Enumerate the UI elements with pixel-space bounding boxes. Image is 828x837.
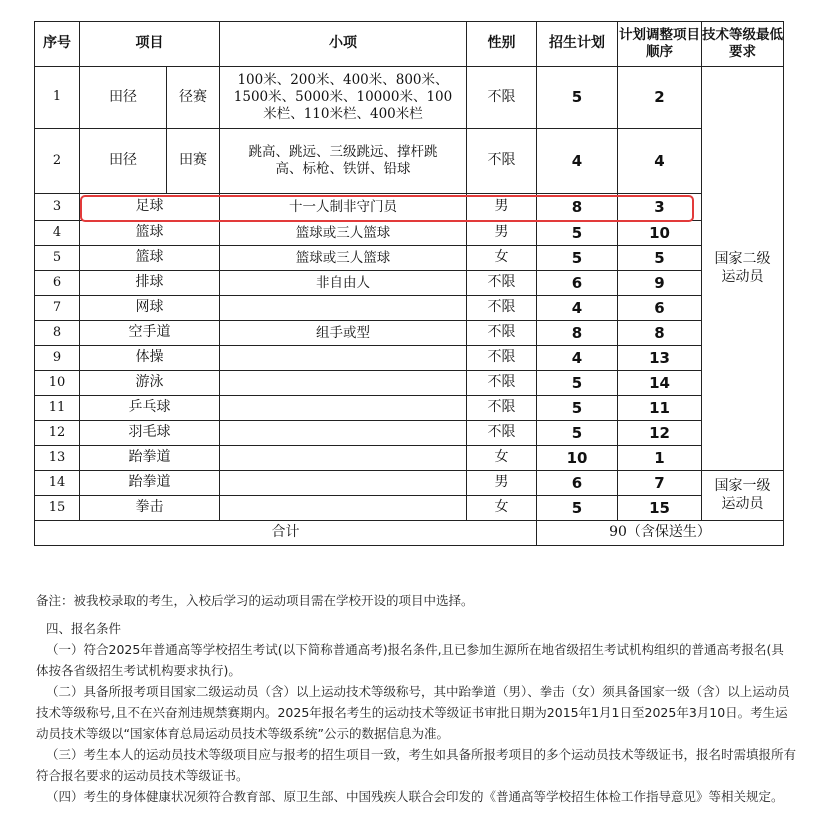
condition-4: （四）考生的身体健康状况须符合教育部、原卫生部、中国残疾人联合会印发的《普通高等学校招生体检工作指导意见》等相关规定。 xyxy=(46,789,784,804)
cell-gender: 不限 xyxy=(467,321,537,346)
cell-sub xyxy=(220,346,467,371)
rank-national-level-2: 国家二级运动员 xyxy=(702,67,784,471)
cell-gender: 男 xyxy=(467,471,537,496)
cell-no: 15 xyxy=(35,496,80,521)
cell-no: 14 xyxy=(35,471,80,496)
cell-sub: 跳高、跳远、三级跳远、撑杆跳高、标枪、铁饼、铅球 xyxy=(220,129,467,194)
table-row xyxy=(35,446,784,471)
table-row xyxy=(35,129,784,194)
table-row xyxy=(35,221,784,246)
cell-sub: 篮球或三人篮球 xyxy=(220,246,467,271)
cell-sub: 篮球或三人篮球 xyxy=(220,221,467,246)
cell-order: 4 xyxy=(618,129,702,194)
condition-3: （三）考生本人的运动员技术等级项目应与报考的招生项目一致，考生如具备所报考项目的多个运动员技术等级证书，报名时需填报所有符合报名要求的运动员技术等级证书。 xyxy=(36,747,797,783)
cell-item: 空手道 xyxy=(80,321,220,346)
cell-plan: 6 xyxy=(537,271,618,296)
cell-plan: 8 xyxy=(537,321,618,346)
table-row xyxy=(35,321,784,346)
header-plan: 招生计划 xyxy=(537,22,618,67)
cell-order: 1 xyxy=(618,446,702,471)
cell-no: 6 xyxy=(35,271,80,296)
cell-order: 13 xyxy=(618,346,702,371)
cell-order: 10 xyxy=(618,221,702,246)
header-order: 计划调整项目顺序 xyxy=(618,22,702,67)
cell-category: 田赛 xyxy=(167,129,220,194)
cell-order: 7 xyxy=(618,471,702,496)
cell-item: 网球 xyxy=(80,296,220,321)
cell-item: 田径 xyxy=(80,129,167,194)
cell-sub xyxy=(220,371,467,396)
cell-no: 5 xyxy=(35,246,80,271)
cell-gender: 女 xyxy=(467,446,537,471)
cell-sub xyxy=(220,496,467,521)
header-gender: 性别 xyxy=(467,22,537,67)
cell-item: 篮球 xyxy=(80,221,220,246)
cell-gender: 女 xyxy=(467,246,537,271)
cell-order: 11 xyxy=(618,396,702,421)
cell-order: 6 xyxy=(618,296,702,321)
enrollment-table xyxy=(34,21,784,546)
cell-gender: 不限 xyxy=(467,67,537,129)
cell-item: 跆拳道 xyxy=(80,446,220,471)
cell-order: 12 xyxy=(618,421,702,446)
cell-item: 足球 xyxy=(80,194,220,221)
total-label: 合计 xyxy=(35,521,537,546)
cell-no: 10 xyxy=(35,371,80,396)
table-row xyxy=(35,371,784,396)
table-row xyxy=(35,296,784,321)
cell-no: 2 xyxy=(35,129,80,194)
cell-item: 排球 xyxy=(80,271,220,296)
header-rank: 技术等级最低要求 xyxy=(702,22,784,67)
cell-item: 拳击 xyxy=(80,496,220,521)
cell-plan: 5 xyxy=(537,221,618,246)
cell-no: 3 xyxy=(35,194,80,221)
total-value: 90（含保送生） xyxy=(537,521,784,546)
cell-sub xyxy=(220,446,467,471)
highlight-box xyxy=(80,195,694,222)
cell-gender: 不限 xyxy=(467,421,537,446)
header-item: 项目 xyxy=(80,22,220,67)
cell-sub xyxy=(220,421,467,446)
cell-plan: 5 xyxy=(537,496,618,521)
table-row xyxy=(35,421,784,446)
cell-gender: 女 xyxy=(467,496,537,521)
cell-sub: 十一人制非守门员 xyxy=(220,194,467,221)
cell-no: 9 xyxy=(35,346,80,371)
cell-sub xyxy=(220,296,467,321)
total-row xyxy=(35,521,784,546)
table-row xyxy=(35,496,784,521)
section-title: 四、报名条件 xyxy=(46,621,122,636)
cell-sub: 非自由人 xyxy=(220,271,467,296)
cell-no: 7 xyxy=(35,296,80,321)
header-row xyxy=(35,22,784,67)
cell-gender: 不限 xyxy=(467,296,537,321)
cell-gender: 不限 xyxy=(467,271,537,296)
cell-gender: 不限 xyxy=(467,346,537,371)
cell-plan: 8 xyxy=(537,194,618,221)
cell-order: 2 xyxy=(618,67,702,129)
cell-item: 田径 xyxy=(80,67,167,129)
cell-item: 游泳 xyxy=(80,371,220,396)
cell-sub xyxy=(220,396,467,421)
cell-order: 15 xyxy=(618,496,702,521)
cell-plan: 5 xyxy=(537,246,618,271)
table-row xyxy=(35,271,784,296)
cell-gender: 不限 xyxy=(467,371,537,396)
cell-plan: 10 xyxy=(537,446,618,471)
cell-no: 13 xyxy=(35,446,80,471)
table-row xyxy=(35,471,784,496)
cell-no: 1 xyxy=(35,67,80,129)
cell-item: 篮球 xyxy=(80,246,220,271)
cell-plan: 4 xyxy=(537,296,618,321)
cell-order: 5 xyxy=(618,246,702,271)
table-row xyxy=(35,396,784,421)
remark-note: 备注：被我校录取的考生，入校后学习的运动项目需在学校开设的项目中选择。 xyxy=(36,593,474,608)
cell-item: 体操 xyxy=(80,346,220,371)
cell-gender: 不限 xyxy=(467,396,537,421)
rank-national-level-1: 国家一级运动员 xyxy=(702,471,784,521)
table-row xyxy=(35,246,784,271)
cell-plan: 4 xyxy=(537,129,618,194)
cell-plan: 6 xyxy=(537,471,618,496)
cell-item: 跆拳道 xyxy=(80,471,220,496)
cell-plan: 5 xyxy=(537,421,618,446)
cell-no: 11 xyxy=(35,396,80,421)
cell-order: 9 xyxy=(618,271,702,296)
cell-sub: 100米、200米、400米、800米、1500米、5000米、10000米、100米栏、110米栏、400米栏 xyxy=(220,67,467,129)
cell-no: 4 xyxy=(35,221,80,246)
cell-sub: 组手或型 xyxy=(220,321,467,346)
table-row xyxy=(35,346,784,371)
condition-2: （二）具备所报考项目国家二级运动员（含）以上运动技术等级称号，其中跆拳道（男）、拳击（女）须具备国家一级（含）以上运动员技术等级称号,且不在兴奋剂违规禁赛期内。2025年报名考生的运动技术等级证书审批日期为2015年1月1日至2025年3月10日。考生运动员技术等级以“国家体育总局运动员技术等级系统”公示的数据信息为准。 xyxy=(36,684,790,741)
cell-plan: 5 xyxy=(537,371,618,396)
cell-plan: 5 xyxy=(537,67,618,129)
table-row xyxy=(35,67,784,129)
cell-plan: 4 xyxy=(537,346,618,371)
cell-order: 8 xyxy=(618,321,702,346)
cell-no: 8 xyxy=(35,321,80,346)
header-no: 序号 xyxy=(35,22,80,67)
condition-1: （一）符合2025年普通高等学校招生考试(以下简称普通高考)报名条件,且已参加生源所在地省级招生考试机构组织的普通高考报名(具体按各省级招生考试机构要求执行)。 xyxy=(36,642,784,678)
cell-order: 14 xyxy=(618,371,702,396)
cell-no: 12 xyxy=(35,421,80,446)
notes-section xyxy=(36,590,796,807)
cell-plan: 5 xyxy=(537,396,618,421)
cell-sub xyxy=(220,471,467,496)
header-sub: 小项 xyxy=(220,22,467,67)
cell-category: 径赛 xyxy=(167,67,220,129)
cell-gender: 不限 xyxy=(467,129,537,194)
cell-gender: 男 xyxy=(467,194,537,221)
cell-item: 羽毛球 xyxy=(80,421,220,446)
cell-gender: 男 xyxy=(467,221,537,246)
cell-item: 乒乓球 xyxy=(80,396,220,421)
cell-order: 3 xyxy=(618,194,702,221)
